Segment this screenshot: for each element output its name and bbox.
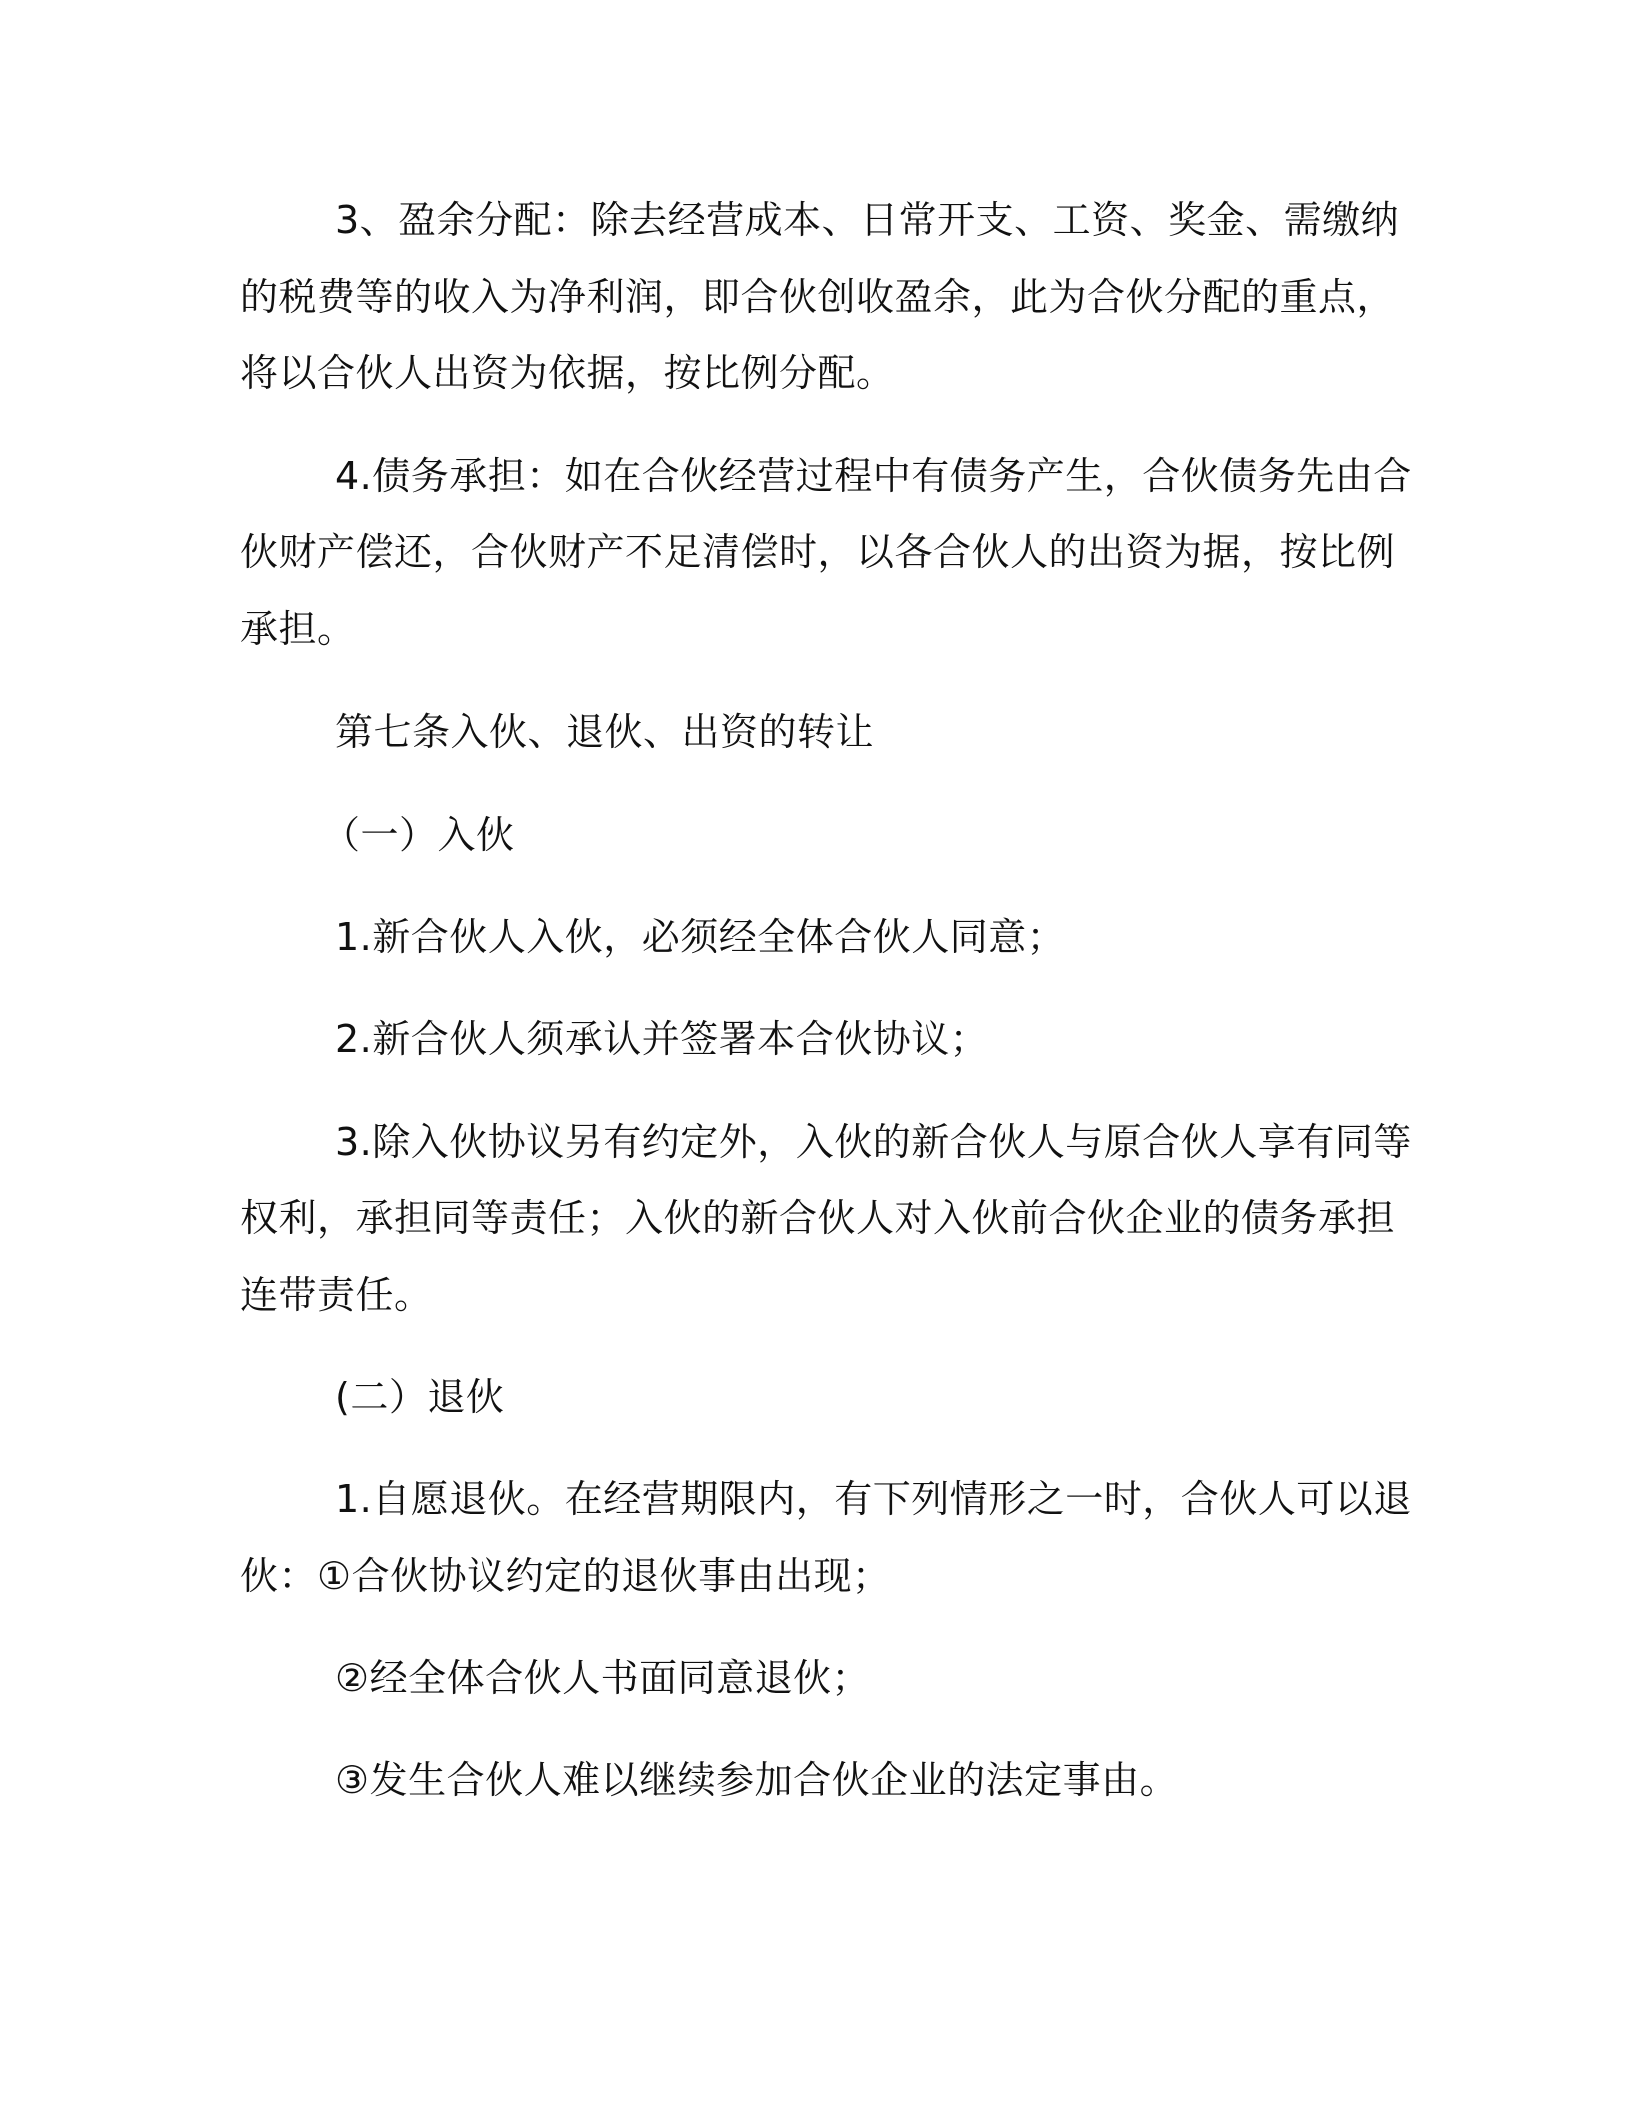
article-7-heading: 第七条入伙、退伙、出资的转让 (335, 710, 875, 754)
section-joining-heading: （一）入伙 (322, 813, 515, 857)
joining-item-2: 2.新合伙人须承认并签署本合伙协议； (335, 1017, 989, 1061)
joining-item-3-line-2: 权利，承担同等责任；入伙的新合伙人对入伙前合伙企业的债务承担 (240, 1196, 1396, 1240)
joining-item-3-line-3: 连带责任。 (240, 1273, 433, 1317)
joining-item-3-line-1: 3.除入伙协议另有约定外，入伙的新合伙人与原合伙人享有同等 (335, 1120, 1412, 1164)
paragraph-profit-distribution-line-2: 的税费等的收入为净利润，即合伙创收盈余，此为合伙分配的重点， (240, 275, 1396, 319)
paragraph-profit-distribution-line-1: 3、盈余分配：除去经营成本、日常开支、工资、奖金、需缴纳 (335, 198, 1400, 242)
withdrawal-item-1-line-2: 伙：①合伙协议约定的退伙事由出现； (240, 1554, 891, 1598)
withdrawal-item-1-line-1: 1.自愿退伙。在经营期限内，有下列情形之一时，合伙人可以退 (335, 1477, 1412, 1521)
joining-item-1: 1.新合伙人入伙，必须经全体合伙人同意； (335, 915, 1066, 959)
withdrawal-item-2: ②经全体合伙人书面同意退伙； (335, 1656, 871, 1700)
paragraph-debt-line-3: 承担。 (240, 607, 356, 651)
withdrawal-item-3: ③发生合伙人难以继续参加合伙企业的法定事由。 (335, 1758, 1179, 1802)
paragraph-profit-distribution-line-3: 将以合伙人出资为依据，按比例分配。 (240, 351, 895, 395)
paragraph-debt-line-2: 伙财产偿还，合伙财产不足清偿时，以各合伙人的出资为据，按比例 (240, 530, 1396, 574)
paragraph-debt-line-1: 4.债务承担：如在合伙经营过程中有债务产生，合伙债务先由合 (335, 454, 1412, 498)
section-withdrawal-heading: (二）退伙 (335, 1375, 505, 1419)
